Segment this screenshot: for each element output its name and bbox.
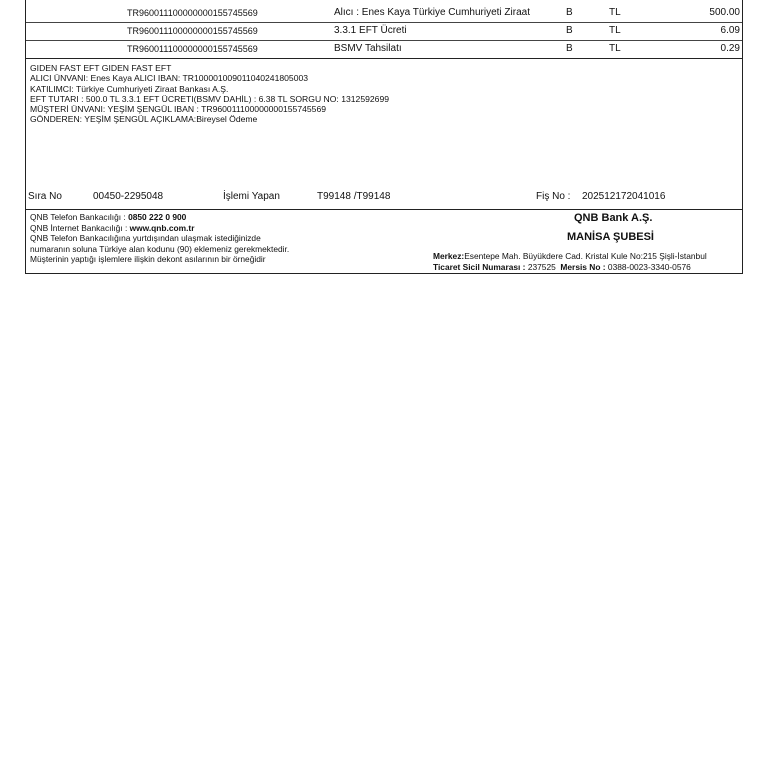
transaction-type: B xyxy=(566,43,573,54)
branch-name: MANİSA ŞUBESİ xyxy=(567,231,654,243)
transaction-amount: 6.09 xyxy=(720,25,740,36)
footer-note: numaranın soluna Türkiye alan kodunu (90) eklemeniz gerekmektedir. xyxy=(30,243,290,254)
islemi-yapan-value: T99148 /T99148 xyxy=(317,191,391,202)
bank-legal-info xyxy=(433,251,707,273)
transaction-row xyxy=(26,40,742,59)
phone-banking-line: QNB Telefon Bankacılığı : 0850 222 0 900 xyxy=(30,212,187,222)
transaction-row xyxy=(26,4,742,23)
internet-banking-line: QNB İnternet Bankacılığı : www.qnb.com.tr xyxy=(30,222,195,233)
receipt xyxy=(25,0,743,274)
details-line: MÜŞTERİ ÜNVANI: YEŞİM ŞENGÜL IBAN : TR960011100000000155745569 xyxy=(30,104,326,115)
transaction-type: B xyxy=(566,25,573,36)
footer-divider xyxy=(26,209,742,210)
transaction-details xyxy=(30,63,389,125)
details-line: KATILIMCI: Türkiye Cumhuriyeti Ziraat Bankası A.Ş. xyxy=(30,83,229,94)
transaction-currency: TL xyxy=(609,25,621,36)
transaction-type: B xyxy=(566,7,573,18)
transaction-description: Alıcı : Enes Kaya Türkiye Cumhuriyeti Ziraat xyxy=(334,7,530,18)
transaction-currency: TL xyxy=(609,7,621,18)
footer-note: QNB Telefon Bankacılığına yurtdışından ulaşmak istediğinizde xyxy=(30,233,261,244)
transaction-description: 3.3.1 EFT Ücreti xyxy=(334,25,407,36)
details-line: GÖNDEREN: YEŞİM ŞENGÜL AÇIKLAMA:Bireysel Ödeme xyxy=(30,114,258,125)
headquarters-address: Merkez:Esentepe Mah. Büyükdere Cad. Kristal Kule No:215 Şişli-İstanbul xyxy=(433,251,707,261)
registry-info: Ticaret Sicil Numarası : 237525 Mersis No : 0388-0023-3340-0576 xyxy=(433,262,691,272)
transaction-iban: TR960011100000000155745569 xyxy=(127,44,258,54)
transaction-description: BSMV Tahsilatı xyxy=(334,43,402,54)
details-line: ALICI ÜNVANI: Enes Kaya ALICI IBAN: TR100001009011040241805003 xyxy=(30,73,309,84)
transaction-iban: TR960011100000000155745569 xyxy=(127,8,258,18)
transaction-currency: TL xyxy=(609,43,621,54)
transaction-iban: TR960011100000000155745569 xyxy=(127,26,258,36)
footer-note: Müşterinin yaptığı işlemlere ilişkin dekont asılarının bir örneğidir xyxy=(30,254,266,265)
sira-no-label: Sıra No xyxy=(28,191,62,202)
transaction-amount: 500.00 xyxy=(709,7,740,18)
website-url: www.qnb.com.tr xyxy=(129,222,195,233)
footer-contact xyxy=(30,212,289,265)
fis-no-label: Fiş No : xyxy=(536,191,571,202)
sira-no-value: 00450-2295048 xyxy=(93,191,164,202)
bank-name: QNB Bank A.Ş. xyxy=(574,212,653,224)
details-line: EFT TUTARI : 500.0 TL 3.3.1 EFT ÜCRETI(BSMV DAHİL) : 6.38 TL SORGU NO: 1312592699 xyxy=(30,93,390,104)
fis-no-value: 202512172041016 xyxy=(582,191,666,202)
phone-number: 0850 222 0 900 xyxy=(128,212,187,222)
islemi-yapan-label: İşlemi Yapan xyxy=(223,191,280,202)
transaction-amount: 0.29 xyxy=(720,43,740,54)
transaction-row xyxy=(26,22,742,41)
details-line: GIDEN FAST EFT GIDEN FAST EFT xyxy=(30,63,172,73)
